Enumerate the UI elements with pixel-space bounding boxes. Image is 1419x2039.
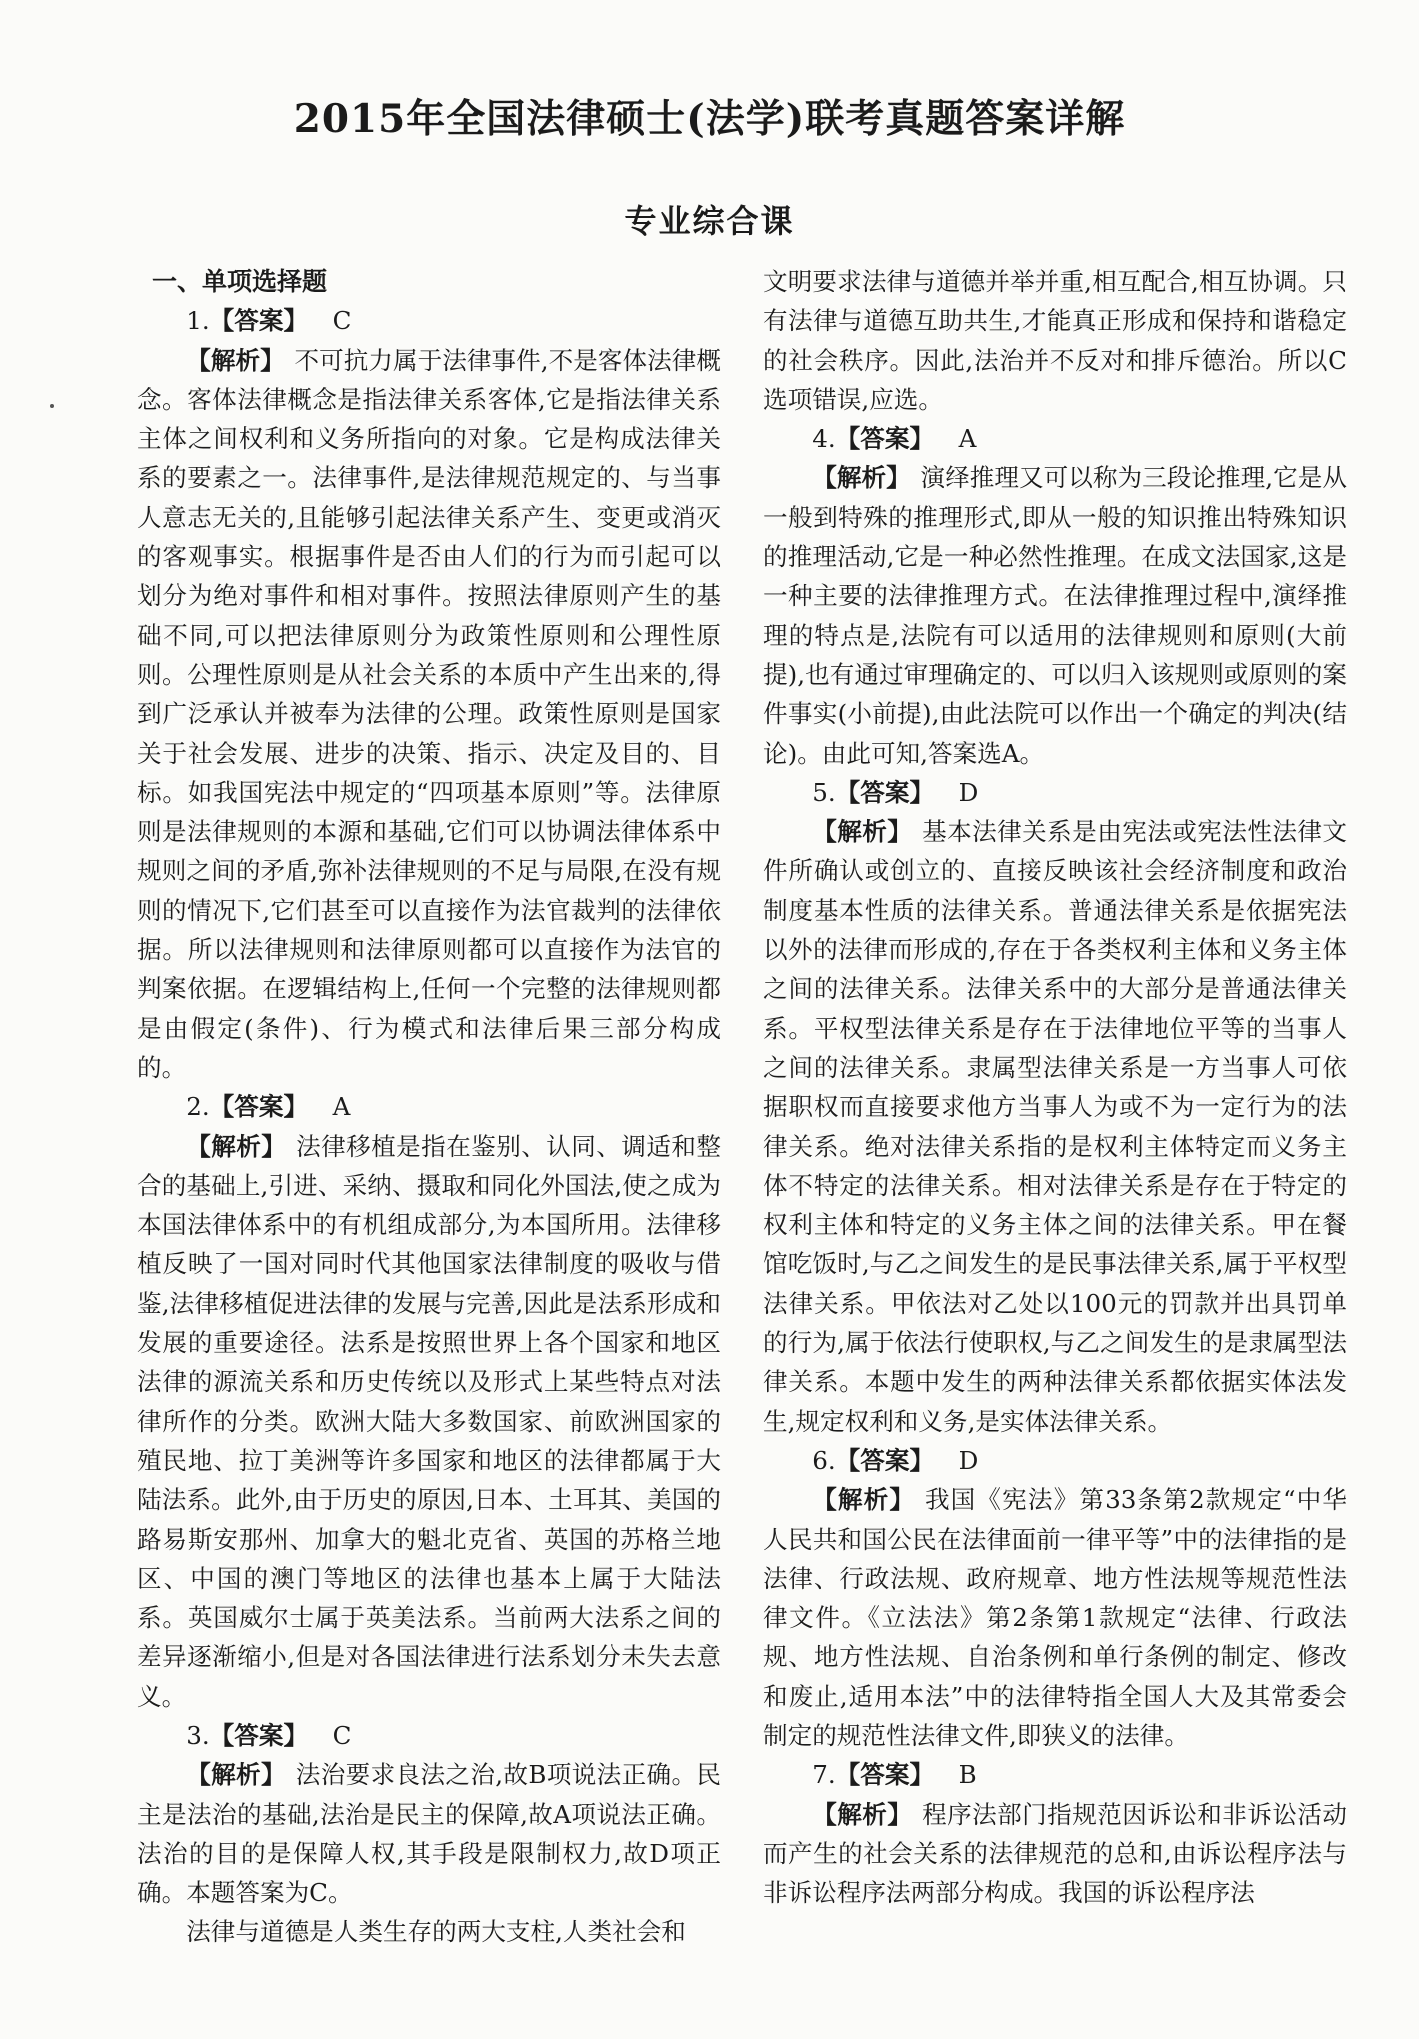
question-4-answer xyxy=(763,419,1347,458)
analysis-label: 【解析】 xyxy=(812,817,913,847)
answer-label: 【答案】 xyxy=(835,424,935,454)
question-3-analysis-continued: 法律与道德是人类生存的两大支柱,人类社会和 xyxy=(186,1917,686,1947)
question-5-answer xyxy=(763,773,1347,812)
analysis-label: 【解析】 xyxy=(812,1485,916,1515)
question-2-analysis xyxy=(137,1127,721,1716)
analysis-text: 法律移植是指在鉴别、认同、调适和整合的基础上,引进、采纳、摄取和同化外国法,使之成为本国法律体系中的有机组成部分,为本国所用。法律移植反映了一国对同时代其他国家法律制度的吸收与借鉴,法律移植促进法律的发展与完善,因此是法系形成和发展的重要途径。法系是按照世界上各个国家和地区法律的源流关系和历史传统以及形式上某些特点对法律所作的分类。欧洲大陆大多数国家、前欧洲国家的殖民地、拉丁美洲等许多国家和地区的法律都属于大陆法系。此外,由于历史的原因,日本、土耳其、美国的路易斯安那州、加拿大的魁北克省、英国的苏格兰地区、中国的澳门等地区的法律也基本上属于大陆法系。英国威尔士属于英美法系。当前两大法系之间的差异逐渐缩小,但是对各国法律进行法系划分未失去意义。 xyxy=(137,1131,721,1711)
answer-label: 【答案】 xyxy=(209,306,309,336)
answer-letter: C xyxy=(332,1720,352,1750)
analysis-label: 【解析】 xyxy=(186,1760,286,1790)
section-heading: 一、单项选择题 xyxy=(152,267,328,296)
analysis-label: 【解析】 xyxy=(812,463,911,493)
question-number: 7. xyxy=(812,1760,836,1790)
question-7-answer xyxy=(763,1755,1347,1794)
answer-label: 【答案】 xyxy=(835,1760,935,1790)
document-subtitle: 专业综合课 xyxy=(624,202,795,240)
question-5-analysis xyxy=(763,812,1347,1441)
answer-letter: C xyxy=(332,306,352,336)
question-number: 3. xyxy=(186,1720,210,1750)
question-2-answer xyxy=(137,1087,721,1126)
analysis-text: 法治要求良法之治,故B项说法正确。民主是法治的基础,法治是民主的保障,故A项说法正确。法治的目的是保障人权,其手段是限制权力,故D项正确。本题答案为C。 xyxy=(137,1760,721,1908)
analysis-text: 基本法律关系是由宪法或宪法性法律文件所确认或创立的、直接反映该社会经济制度和政治制度基本性质的法律关系。普通法律关系是依据宪法以外的法律而形成的,存在于各类权利主体和义务主体之间的法律关系。法律关系中的大部分是普通法律关系。平权型法律关系是存在于法律地位平等的当事人之间的法律关系。隶属型法律关系是一方当事人可依据职权而直接要求他方当事人为或不为一定行为的法律关系。绝对法律关系指的是权利主体特定而义务主体不特定的法律关系。相对法律关系是存在于特定的权利主体和特定的义务主体之间的法律关系。甲在餐馆吃饭时,与乙之间发生的是民事法律关系,属于平权型法律关系。甲依法对乙处以100元的罚款并出具罚单的行为,属于依法行使职权,与乙之间发生的是隶属型法律关系。本题中发生的两种法律关系都依据实体法发生,规定权利和义务,是实体法律关系。 xyxy=(763,817,1347,1436)
question-1-answer xyxy=(137,301,721,340)
right-column xyxy=(763,262,1347,1912)
answer-letter: B xyxy=(958,1760,977,1790)
answer-letter: A xyxy=(958,424,977,454)
answer-letter: D xyxy=(958,777,979,807)
question-3-analysis-continued-right: 文明要求法律与道德并举并重,相互配合,相互协调。只有法律与道德互助共生,才能真正形成和保持和谐稳定的社会秩序。因此,法治并不反对和排斥德治。所以C选项错误,应选。 xyxy=(763,267,1347,414)
document-title: 2015年全国法律硕士(法学)联考真题答案详解 xyxy=(293,96,1126,142)
left-column xyxy=(137,262,721,1952)
question-number: 5. xyxy=(812,777,836,807)
question-1-analysis xyxy=(137,341,721,1088)
question-number: 4. xyxy=(812,424,836,454)
answer-label: 【答案】 xyxy=(209,1092,309,1122)
question-6-answer xyxy=(763,1441,1347,1480)
analysis-label: 【解析】 xyxy=(812,1799,913,1829)
question-6-analysis xyxy=(763,1480,1347,1755)
answer-letter: A xyxy=(332,1092,351,1122)
question-7-analysis xyxy=(763,1795,1347,1913)
question-3-analysis xyxy=(137,1755,721,1912)
question-number: 2. xyxy=(186,1092,210,1122)
answer-label: 【答案】 xyxy=(835,777,935,807)
answer-label: 【答案】 xyxy=(209,1720,309,1750)
analysis-text: 我国《宪法》第33条第2款规定“中华人民共和国公民在法律面前一律平等”中的法律指的是法律、行政法规、政府规章、地方性法规等规范性法律文件。《立法法》第2条第1款规定“法律、行政法规、地方性法规、自治条例和单行条例的制定、修改和废止,适用本法”中的法律特指全国人大及其常委会制定的规范性法律文件,即狭义的法律。 xyxy=(763,1485,1347,1750)
question-4-analysis xyxy=(763,458,1347,772)
analysis-label: 【解析】 xyxy=(186,1131,287,1161)
analysis-text: 程序法部门指规范因诉讼和非诉讼活动而产生的社会关系的法律规范的总和,由诉讼程序法与非诉讼程序法两部分构成。我国的诉讼程序法 xyxy=(763,1799,1347,1908)
question-3-answer xyxy=(137,1716,721,1755)
answer-label: 【答案】 xyxy=(835,1445,935,1475)
question-number: 1. xyxy=(186,306,210,336)
analysis-text: 不可抗力属于法律事件,不是客体法律概念。客体法律概念是指法律关系客体,它是指法律关系主体之间权利和义务所指向的对象。它是构成法律关系的要素之一。法律事件,是法律规范规定的、与当事人意志无关的,且能够引起法律关系产生、变更或消灭的客观事实。根据事件是否由人们的行为而引起可以划分为绝对事件和相对事件。按照法律原则产生的基础不同,可以把法律原则分为政策性原则和公理性原则。公理性原则是从社会关系的本质中产生出来的,得到广泛承认并被奉为法律的公理。政策性原则是国家关于社会发展、进步的决策、指示、决定及目的、目标。如我国宪法中规定的“四项基本原则”等。法律原则是法律规则的本源和基础,它们可以协调法律体系中规则之间的矛盾,弥补法律规则的不足与局限,在没有规则的情况下,它们甚至可以直接作为法官裁判的法律依据。所以法律规则和法律原则都可以直接作为法官的判案依据。在逻辑结构上,任何一个完整的法律规则都是由假定(条件)、行为模式和法律后果三部分构成的。 xyxy=(137,345,721,1082)
answer-letter: D xyxy=(958,1445,979,1475)
analysis-label: 【解析】 xyxy=(186,345,285,375)
analysis-text: 演绎推理又可以称为三段论推理,它是从一般到特殊的推理形式,即从一般的知识推出特殊知识的推理活动,它是一种必然性推理。在成文法国家,这是一种主要的法律推理方式。在法律推理过程中,演绎推理的特点是,法院有可以适用的法律规则和原则(大前提),也有通过审理确定的、可以归入该规则或原则的案件事实(小前提),由此法院可以作出一个确定的判决(结论)。由此可知,答案选A。 xyxy=(763,463,1347,768)
scan-speck xyxy=(50,404,54,408)
question-number: 6. xyxy=(812,1445,836,1475)
